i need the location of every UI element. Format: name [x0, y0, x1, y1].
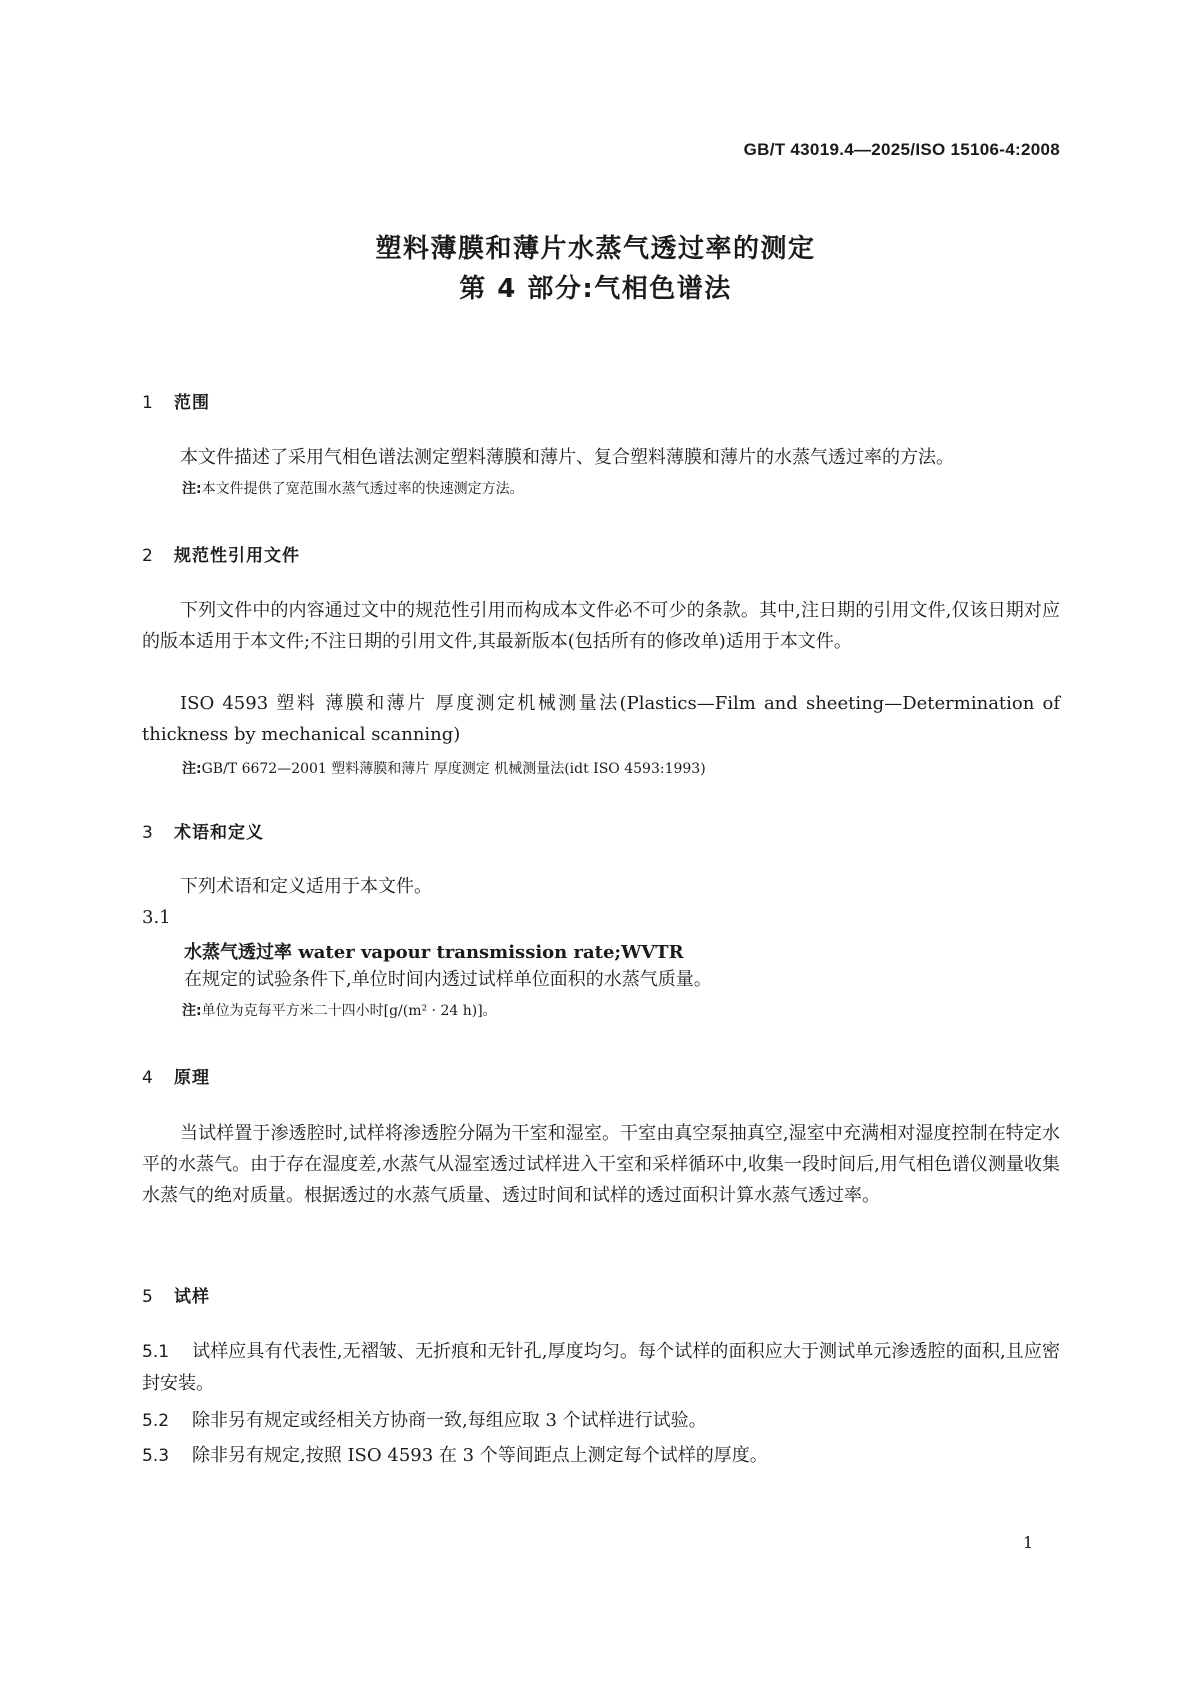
section-number: 4: [142, 1068, 154, 1088]
normative-reference: ISO 4593 塑料 薄膜和薄片 厚度测定机械测量法(Plastics—Film and sheeting—Determination of thickness by mechanical scanning): [142, 693, 1060, 745]
note-text: 本文件提供了宽范围水蒸气透过率的快速测定方法。: [201, 481, 524, 497]
section-heading-principle: [142, 1063, 210, 1088]
section-title: 原理: [174, 1068, 210, 1088]
note-text: 单位为克每平方米二十四小时[g/(m² · 24 h)]。: [201, 1003, 497, 1019]
scope-note: [182, 478, 524, 498]
clause-number: 5.1: [142, 1342, 170, 1362]
section-title: 试样: [174, 1287, 210, 1307]
page-number: 1: [1023, 1533, 1034, 1552]
scope-paragraph: 本文件描述了采用气相色谱法测定塑料薄膜和薄片、复合塑料薄膜和薄片的水蒸气透过率的方法。: [180, 447, 954, 468]
section-title: 术语和定义: [174, 823, 264, 843]
section-number: 1: [142, 393, 154, 413]
term-definition: 在规定的试验条件下,单位时间内透过试样单位面积的水蒸气质量。: [184, 969, 712, 990]
term-entry: 水蒸气透过率 water vapour transmission rate;WVTR: [184, 942, 684, 963]
note-text: GB/T 6672—2001 塑料薄膜和薄片 厚度测定 机械测量法(idt ISO 4593:1993): [201, 761, 706, 777]
terms-note: [182, 1000, 497, 1020]
section-heading-terms: [142, 818, 264, 843]
terms-intro: 下列术语和定义适用于本文件。: [180, 876, 432, 897]
specimen-item: [142, 1440, 1060, 1472]
note-label: 注:: [182, 481, 202, 497]
section-title: 范围: [174, 393, 210, 413]
principle-paragraph: 当试样置于渗透腔时,试样将渗透腔分隔为干室和湿室。干室由真空泵抽真空,湿室中充满相对湿度控制在特定水平的水蒸气。由于存在湿度差,水蒸气从湿室透过试样进入干室和采样循环中,收集一段时间后,用气相色谱仪测量收集水蒸气的绝对质量。根据透过的水蒸气质量、透过时间和试样的透过面积计算水蒸气透过率。: [142, 1123, 1060, 1206]
clause-number: 5.3: [142, 1446, 170, 1466]
standard-code: GB/T 43019.4—2025/ISO 15106-4:2008: [743, 140, 1060, 159]
section-number: 3: [142, 823, 154, 843]
note-label: 注:: [182, 1003, 202, 1019]
note-label: 注:: [182, 761, 202, 777]
clause-number: 5.2: [142, 1411, 170, 1431]
clause-text: 除非另有规定或经相关方协商一致,每组应取 3 个试样进行试验。: [192, 1410, 707, 1431]
section-heading-scope: [142, 388, 210, 413]
section-number: 5: [142, 1287, 154, 1307]
clause-text: 试样应具有代表性,无褶皱、无折痕和无针孔,厚度均匀。每个试样的面积应大于测试单元渗透腔的面积,且应密封安装。: [142, 1341, 1060, 1394]
normative-note: [182, 758, 706, 778]
specimen-item: [142, 1405, 1060, 1437]
section-title: 规范性引用文件: [174, 546, 300, 566]
document-title: 塑料薄膜和薄片水蒸气透过率的测定: [375, 234, 816, 264]
normative-paragraph: 下列文件中的内容通过文中的规范性引用而构成本文件必不可少的条款。其中,注日期的引用文件,仅该日期对应的版本适用于本文件;不注日期的引用文件,其最新版本(包括所有的修改单)适用于本文件。: [142, 600, 1060, 652]
section-heading-normative: [142, 541, 300, 566]
term-number: 3.1: [142, 907, 171, 928]
document-subtitle: 第 4 部分:气相色谱法: [459, 274, 732, 304]
section-heading-specimen: [142, 1282, 210, 1307]
clause-text: 除非另有规定,按照 ISO 4593 在 3 个等间距点上测定每个试样的厚度。: [192, 1445, 768, 1466]
section-number: 2: [142, 546, 154, 566]
specimen-item: [142, 1336, 1060, 1399]
